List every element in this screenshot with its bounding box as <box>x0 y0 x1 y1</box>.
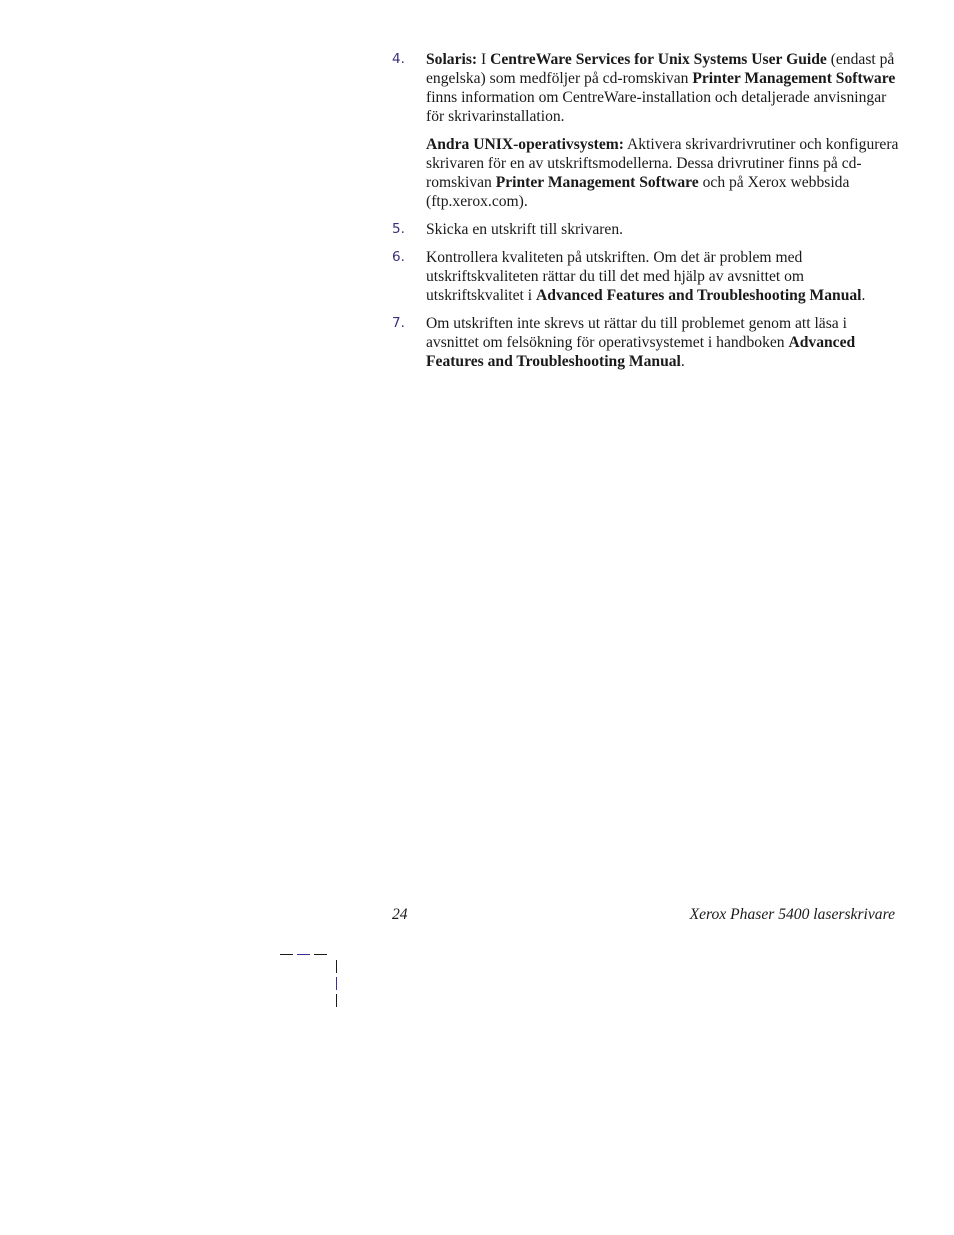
step-6-paragraph <box>426 248 900 305</box>
text-run: CentreWare Services for Unix Systems User Guide <box>490 51 827 68</box>
crop-mark <box>336 994 337 1007</box>
step-7 <box>392 314 900 371</box>
step-number: 4. <box>392 51 405 67</box>
text-run: I <box>477 51 491 68</box>
document-title: Xerox Phaser 5400 laserskrivare <box>689 906 895 923</box>
step-6 <box>392 248 900 305</box>
text-run: Printer Management Software <box>692 70 896 87</box>
crop-mark <box>336 960 337 973</box>
text-run: (endast på engelska) som medföljer på cd-romskivan <box>426 51 895 87</box>
text-run: Kontrollera kvaliteten på utskriften. Om det är problem med utskriftskvaliteten rättar du till det med hjälp av avsnittet om utskriftskvalitet i <box>426 249 805 304</box>
text-run: Advanced Features and Troubleshooting Manual <box>426 334 856 370</box>
crop-mark <box>280 954 293 955</box>
step-number: 7. <box>392 315 405 331</box>
step-5-paragraph <box>426 220 900 239</box>
step-number: 5. <box>392 221 405 237</box>
step-number: 6. <box>392 249 405 265</box>
text-run: Skicka en utskrift till skrivaren. <box>426 221 624 238</box>
text-run: och på Xerox webbsida (ftp.xerox.com). <box>426 174 850 210</box>
crop-mark <box>297 954 310 955</box>
text-run: . <box>861 287 866 304</box>
text-run: Om utskriften inte skrevs ut rättar du till problemet genom att läsa i avsnittet om felsökning för operativsystemet i handboken <box>426 315 847 351</box>
crop-mark <box>336 977 337 990</box>
step-5 <box>392 220 900 239</box>
text-run: finns information om CentreWare-installation och detaljerade anvisningar för skrivarinstallation. <box>426 89 887 125</box>
step-4-solaris-paragraph <box>426 50 900 126</box>
text-run: Aktivera skrivardrivrutiner och konfigurera skrivaren för en av utskriftsmodellerna. Dessa drivrutiner finns på cd-romskivan <box>426 136 899 191</box>
text-run: Advanced Features and Troubleshooting Manual <box>536 287 862 304</box>
text-run: Printer Management Software <box>495 174 699 191</box>
step-4 <box>392 50 900 211</box>
crop-mark <box>314 954 327 955</box>
instruction-list <box>392 50 900 380</box>
text-run: Andra UNIX-operativsystem: <box>426 136 624 153</box>
page-number: 24 <box>392 906 408 923</box>
text-run: Solaris: <box>426 51 478 68</box>
step-7-paragraph <box>426 314 900 371</box>
text-run: . <box>680 353 685 370</box>
step-4-unix-paragraph <box>426 135 900 211</box>
